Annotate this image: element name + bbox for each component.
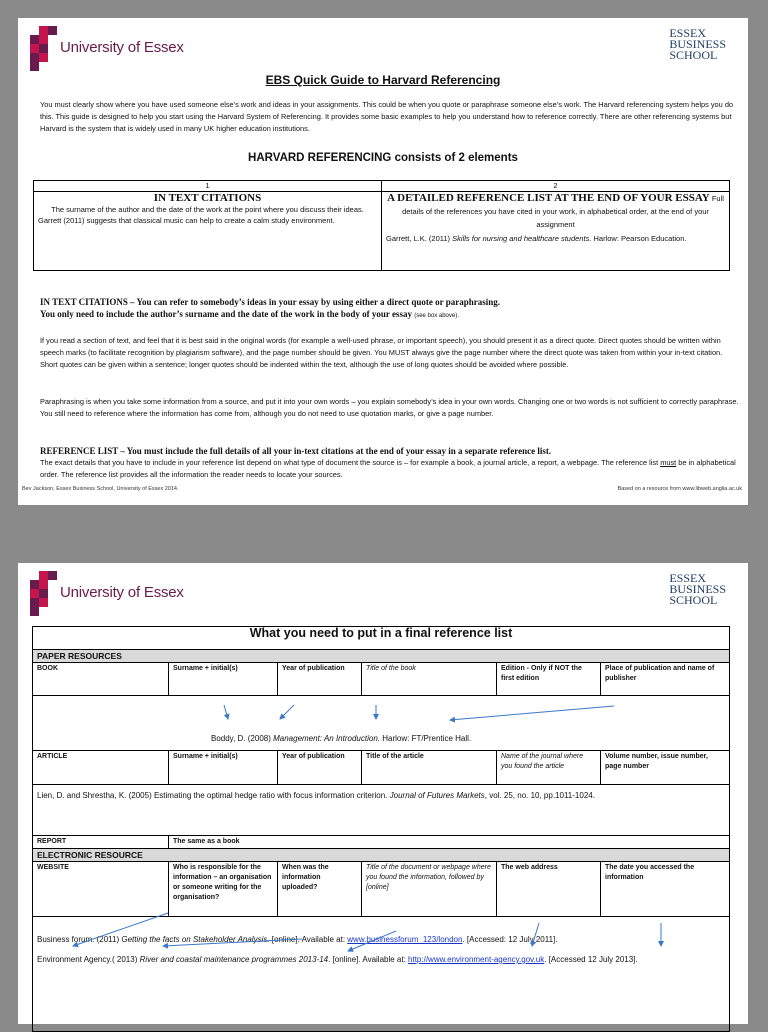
col2-example: Garrett, L.K. (2011) Skills for nursing and healthcare students. Harlow: Pearson Education.	[386, 234, 687, 243]
page-2	[18, 563, 748, 1024]
elements-heading: HARVARD REFERENCING consists of 2 elements	[248, 152, 518, 164]
col1-description: The surname of the author and the date of the work at the point where you discuss their ideas.	[51, 205, 364, 214]
row-label: ARTICLE	[33, 751, 169, 785]
university-name: University of Essex	[60, 584, 184, 601]
intro-paragraph: You must clearly show where you have used someone else’s work and ideas in your assignments. This could be when you quote or paraphrase someone else’s work. The Harvard referencing system helps you do this. This guide is designed to help you start using the Harvard System of Referencing. It provides some basic examples to help you understand how to reference correctly. There are other referencing systems but Harvard is the system that is widely used in many UK higher education institutions.	[40, 100, 734, 134]
website-example-1: Business forum. (2011) Getting the facts on Stakeholder Analysis. [online]. Available at: www.businessforum_123/london. [Accessed: 12 July 2011].	[37, 935, 558, 944]
reference-table-title: What you need to put in a final reference list	[33, 627, 730, 650]
report-row: REPORT The same as a book	[33, 836, 730, 849]
business-school-logo: ESSEX BUSINESS SCHOOL	[669, 26, 726, 62]
annotation-arrows	[18, 563, 748, 1024]
website-row: WEBSITE Who is responsible for the information – an organisation or someone writing for the organisation? When was the information uploaded? Title of the document or webpage where you found the information, followed by [online] The web address The date you accessed the information	[33, 862, 730, 917]
reference-list-section: REFERENCE LIST – You must include the full details of all your in-text citations at the end of your essay in a separate reference list. The exact details that you have to include in your reference list depend on what type of document the source is – for example a book, a journal article, a report, a webpage. The reference list must be in alphabetical order. The reference list provides all the information the reader needs to locate your sources.	[40, 446, 736, 479]
electronic-resource-header: ELECTRONIC RESOURCE	[33, 849, 730, 862]
direct-quote-paragraph: If you read a section of text, and feel that it is best said in the original words (for example a well-used phrase, or important speech), you should present it as a direct quote. Direct quotes should be written within speech marks (to facilitate recognition by plagiarism software), and the page number should be given. You MUST always give the page number where the direct quote was taken from within your in-text citation. Short quotes can be given within a sentence; longer quotes should be indented within the text, although the use of long quotes should be avoided where possible.	[40, 336, 723, 369]
footer-author: Bev Jackson, Essex Business School, University of Essex 2014.	[22, 486, 179, 492]
col2-description: Full details of the references you have cited in your work, in alphabetical order, at the end of your assignment	[402, 194, 724, 229]
row-label: BOOK	[33, 663, 169, 696]
in-text-citations-heading: IN TEXT CITATIONS – You can refer to somebody’s ideas in your essay by using either a direct quote or paraphrasing. You only need to include the author’s surname and the date of the work in the body of your essay (see box above).	[40, 297, 500, 319]
article-row: ARTICLE Surname + initial(s) Year of publication Title of the article Name of the journal where you found the article Volume number, issue number, page number	[33, 751, 730, 785]
paraphrasing-paragraph: Paraphrasing is when you take some information from a source, and put it into your own words – you explain somebody’s idea in your own words. Changing one or two words is not sufficient to correctly paraphrase. You still need to reference where the information has come from, although you do not need to use quotation marks, or give a page number.	[40, 397, 739, 418]
website-example-2: Environment Agency.( 2013) River and coastal maintenance programmes 2013-14. [online]. Available at: http://www.environment-agency.gov.uk. [Accessed 12 July 2013].	[37, 955, 638, 964]
book-row: BOOK Surname + initial(s) Year of publication Title of the book Edition - Only if NOT the first edition Place of publication and name of publisher	[33, 663, 730, 696]
col2-heading: A DETAILED REFERENCE LIST AT THE END OF YOUR ESSAY	[387, 192, 710, 204]
paper-resources-header: PAPER RESOURCES	[33, 650, 730, 663]
book-example: Boddy, D. (2008) Management: An Introduction. Harlow: FT/Prentice Hall.	[33, 696, 730, 751]
business-school-logo: ESSEX BUSINESS SCHOOL	[669, 571, 726, 607]
col1-example: Garrett (2011) suggests that classical music can help to create a calm study environment.	[38, 216, 335, 225]
example-link-1[interactable]: www.businessforum_123/london	[347, 935, 463, 944]
footer-source: Based on a resource from www.libweb.anglia.ac.uk	[617, 486, 742, 492]
page-1	[18, 18, 748, 505]
article-example: Lien, D. and Shrestha, K. (2005) Estimating the optimal hedge ratio with focus information criterion. Journal of Futures Markets, vol. 25, no. 10, pp.1011-1024.	[33, 785, 730, 836]
guide-title: EBS Quick Guide to Harvard Referencing	[265, 73, 501, 87]
col1-number: 1	[34, 181, 382, 192]
col2-number: 2	[382, 181, 730, 192]
university-name: University of Essex	[60, 39, 184, 56]
elements-table	[33, 180, 730, 271]
example-link-2[interactable]: http://www.environment-agency.gov.uk	[408, 955, 545, 964]
col1-heading: IN TEXT CITATIONS	[153, 192, 262, 204]
